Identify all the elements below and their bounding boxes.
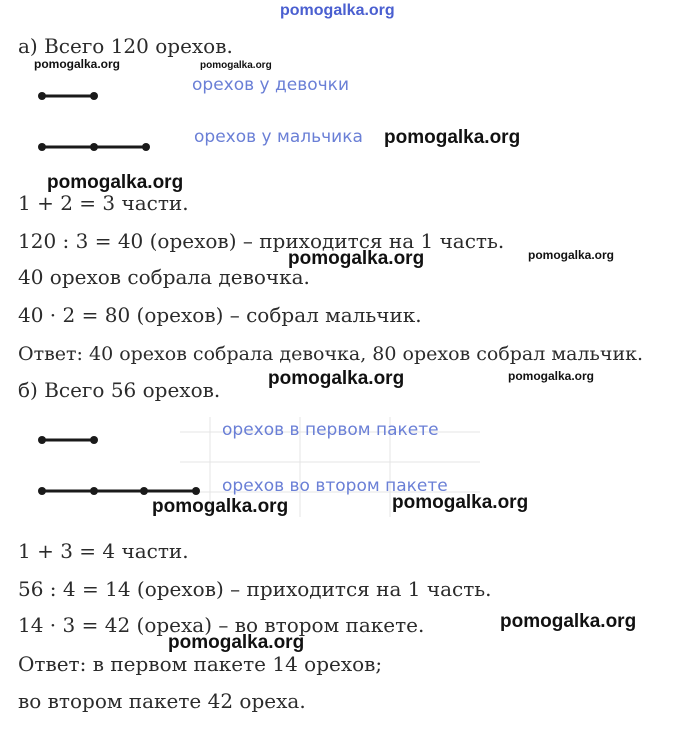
part-b-heading: б) Всего 56 орехов. — [18, 378, 221, 402]
part-b-step-3: 14 · 3 = 42 (ореха) – во втором пакете. — [18, 613, 425, 637]
part-a-heading: а) Всего 120 орехов. — [18, 34, 233, 58]
part-a-step-4: 40 · 2 = 80 (орехов) – собрал мальчик. — [18, 303, 422, 327]
watermark-5: pomogalka.org — [288, 248, 425, 269]
part-b-answer-2: во втором пакете 42 ореха. — [18, 689, 306, 713]
part-b-step-2: 56 : 4 = 14 (орехов) – приходится на 1 часть. — [18, 577, 492, 601]
watermark-1: pomogalka.org — [34, 57, 121, 71]
watermark-4: pomogalka.org — [47, 172, 184, 193]
segment-boy — [36, 139, 154, 155]
watermark-9: pomogalka.org — [152, 496, 289, 517]
watermark-2: pomogalka.org — [200, 60, 272, 71]
watermark-3: pomogalka.org — [384, 127, 521, 148]
label-first-bag: орехов в первом пакете — [222, 420, 439, 440]
watermark-11: pomogalka.org — [500, 611, 637, 632]
label-girl: орехов у девочки — [192, 75, 349, 95]
label-second-bag: орехов во втором пакете — [222, 476, 448, 496]
part-a-step-1: 1 + 2 = 3 части. — [18, 191, 189, 215]
part-a-step-2: 120 : 3 = 40 (орехов) – приходится на 1 часть. — [18, 229, 505, 253]
watermark-8: pomogalka.org — [508, 369, 595, 383]
part-a-answer: Ответ: 40 орехов собрала девочка, 80 орехов собрал мальчик. — [18, 343, 644, 365]
watermark-12: pomogalka.org — [168, 632, 305, 653]
segment-girl — [36, 88, 102, 104]
label-boy: орехов у мальчика — [194, 127, 363, 147]
part-a-step-3: 40 орехов собрала девочка. — [18, 265, 310, 289]
segment-first-bag — [36, 432, 102, 448]
part-b-answer-1: Ответ: в первом пакете 14 орехов; — [18, 652, 383, 676]
top-watermark: pomogalka.org — [280, 2, 395, 19]
part-b-step-1: 1 + 3 = 4 части. — [18, 539, 189, 563]
watermark-10: pomogalka.org — [392, 492, 529, 513]
watermark-7: pomogalka.org — [268, 368, 405, 389]
watermark-6: pomogalka.org — [528, 248, 615, 262]
